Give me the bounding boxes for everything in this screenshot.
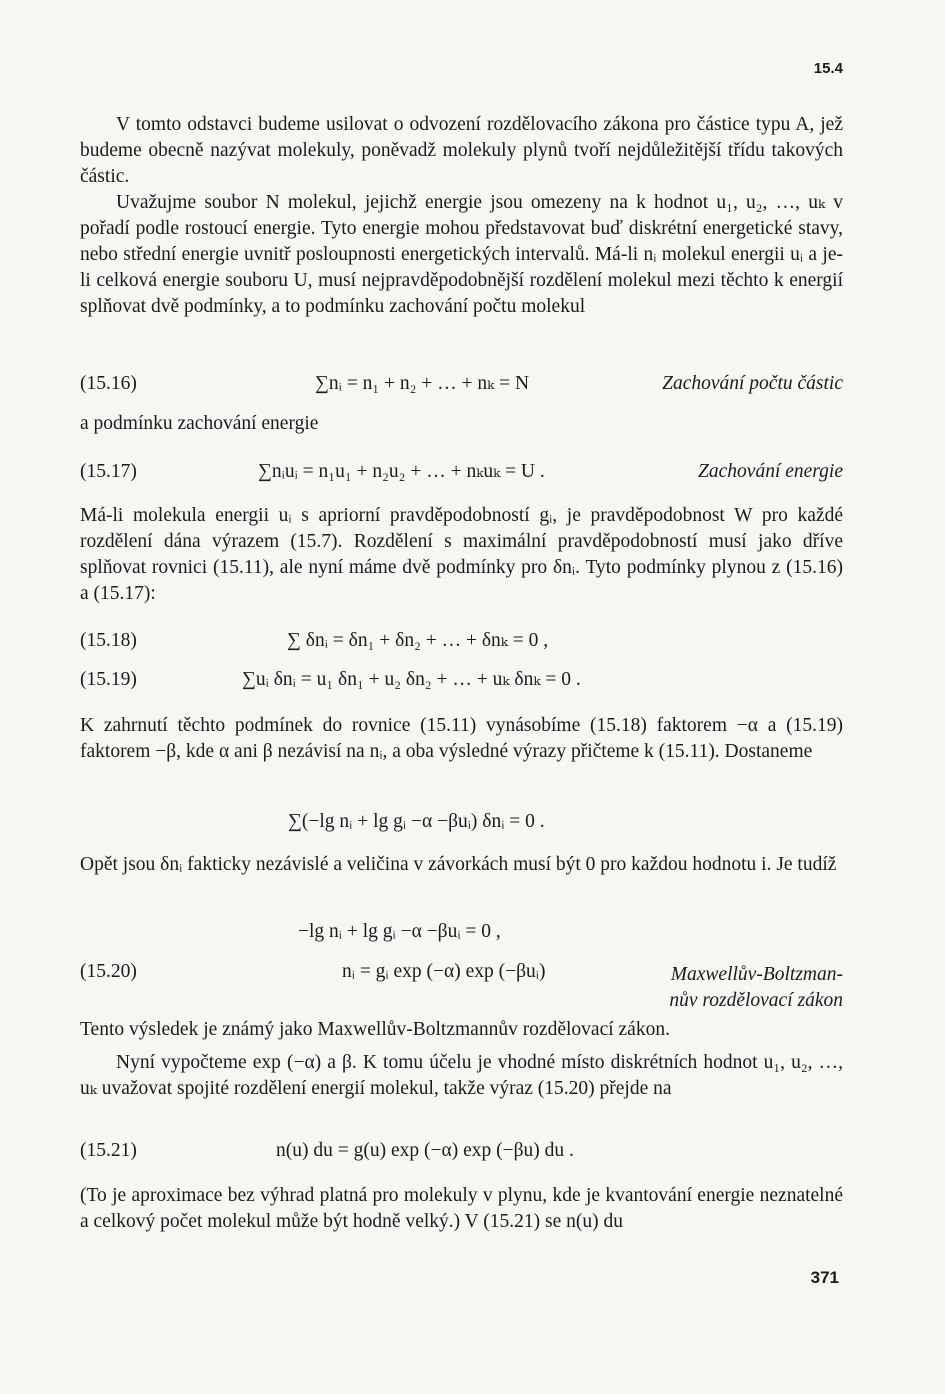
- equation-number: (15.18): [80, 630, 137, 651]
- equation-label: Zachování energie: [698, 461, 843, 482]
- equation-number: (15.17): [80, 461, 137, 482]
- equation-label-line2: nův rozdělovací zákon: [669, 990, 843, 1011]
- equation-number: (15.16): [80, 373, 137, 394]
- equation-label: Zachování počtu částic: [662, 373, 843, 394]
- equation-15-17: [80, 458, 843, 486]
- page-number: 371: [810, 1268, 839, 1287]
- equation-15-16: [80, 370, 843, 398]
- equation-formula: −lg nᵢ + lg gᵢ −α −βuᵢ = 0 ,: [298, 921, 501, 942]
- equation-number: (15.20): [80, 961, 137, 982]
- equation-formula: ∑ δnᵢ = δn₁ + δn₂ + … + δnₖ = 0 ,: [287, 630, 549, 651]
- equation-formula: ∑nᵢ = n₁ + n₂ + … + nₖ = N: [315, 373, 530, 394]
- equation-15-19: [80, 666, 843, 694]
- equation-formula: ∑nᵢuᵢ = n₁u₁ + n₂u₂ + … + nₖuₖ = U .: [258, 461, 545, 482]
- paragraph-multipliers: K zahrnutí těchto podmínek do rovnice (15.11) vynásobíme (15.18) faktorem −α a (15.19) faktorem −β, kde α ani β nezávisí na nᵢ, a oba výsledné výrazy přičteme k (15.11). Dostaneme: [80, 715, 843, 762]
- equation-15-21: [80, 1137, 843, 1165]
- paragraph-probability: Má-li molekula energii uᵢ s apriorní pravděpodobností gᵢ, je pravděpodobnost W pro každé rozdělení dána výrazem (15.7). Rozdělení s maximální pravděpodobností musí jako dříve splňovat rovnici (15.11), ale nyní máme dvě podmínky pro δnᵢ. Tyto podmínky plynou z (15.16) a (15.17):: [80, 505, 843, 604]
- paragraph-result: Tento výsledek je známý jako Maxwellův-Boltzmannův rozdělovací zákon.: [80, 1019, 670, 1040]
- equation-number: (15.21): [80, 1140, 137, 1161]
- paragraph-ensemble: Uvažujme soubor N molekul, jejichž energie jsou omezeny na k hodnot u₁, u₂, …, uₖ v pořadí podle rostoucí energie. Tyto energie mohou představovat buď diskrétní energetické stavy, nebo střední energie uvnitř posloupnosti energetických intervalů. Má-li nᵢ molekul energii uᵢ a je-li celková energie souboru U, musí nejpravděpodobnější rozdělení molekul mezi těchto k energií splňovat dvě podmínky, a to podmínku zachování počtu molekul: [80, 192, 843, 317]
- paragraph-intro: V tomto odstavci budeme usilovat o odvození rozdělovacího zákona pro částice typu A, jež budeme obecně nazývat molekuly, poněvadž molekuly plynů tvoří nejdůležitější třídu takových částic.: [80, 114, 843, 187]
- paragraph-energy-condition: a podmínku zachování energie: [80, 413, 319, 434]
- equation-log: [80, 918, 843, 946]
- paragraph-approximation: (To je aproximace bez výhrad platná pro molekuly v plynu, kde je kvantování energie neznatelné a celkový počet molekul může být hodně velký.) V (15.21) se n(u) du: [80, 1185, 843, 1232]
- equation-formula: ∑uᵢ δnᵢ = u₁ δn₁ + u₂ δn₂ + … + uₖ δnₖ = 0 .: [242, 669, 581, 690]
- paragraph-independent: Opět jsou δnᵢ fakticky nezávislé a veličina v závorkách musí být 0 pro každou hodnotu i. Je tudíž: [80, 854, 837, 875]
- equation-sum: [80, 808, 843, 836]
- equation-15-18: [80, 627, 843, 655]
- equation-formula: nᵢ = gᵢ exp (−α) exp (−βuᵢ): [342, 961, 546, 982]
- section-number: 15.4: [813, 60, 843, 77]
- equation-label-line1: Maxwellův-Boltzman-: [670, 964, 843, 985]
- equation-formula: n(u) du = g(u) exp (−α) exp (−βu) du .: [276, 1140, 574, 1161]
- equation-formula: ∑(−lg nᵢ + lg gᵢ −α −βuᵢ) δnᵢ = 0 .: [288, 811, 545, 832]
- equation-number: (15.19): [80, 669, 137, 690]
- paragraph-continuous: Nyní vypočteme exp (−α) a β. K tomu účelu je vhodné místo diskrétních hodnot u₁, u₂, …, uₖ uvažovat spojité rozdělení energií molekul, takže výraz (15.20) přejde na: [80, 1052, 843, 1099]
